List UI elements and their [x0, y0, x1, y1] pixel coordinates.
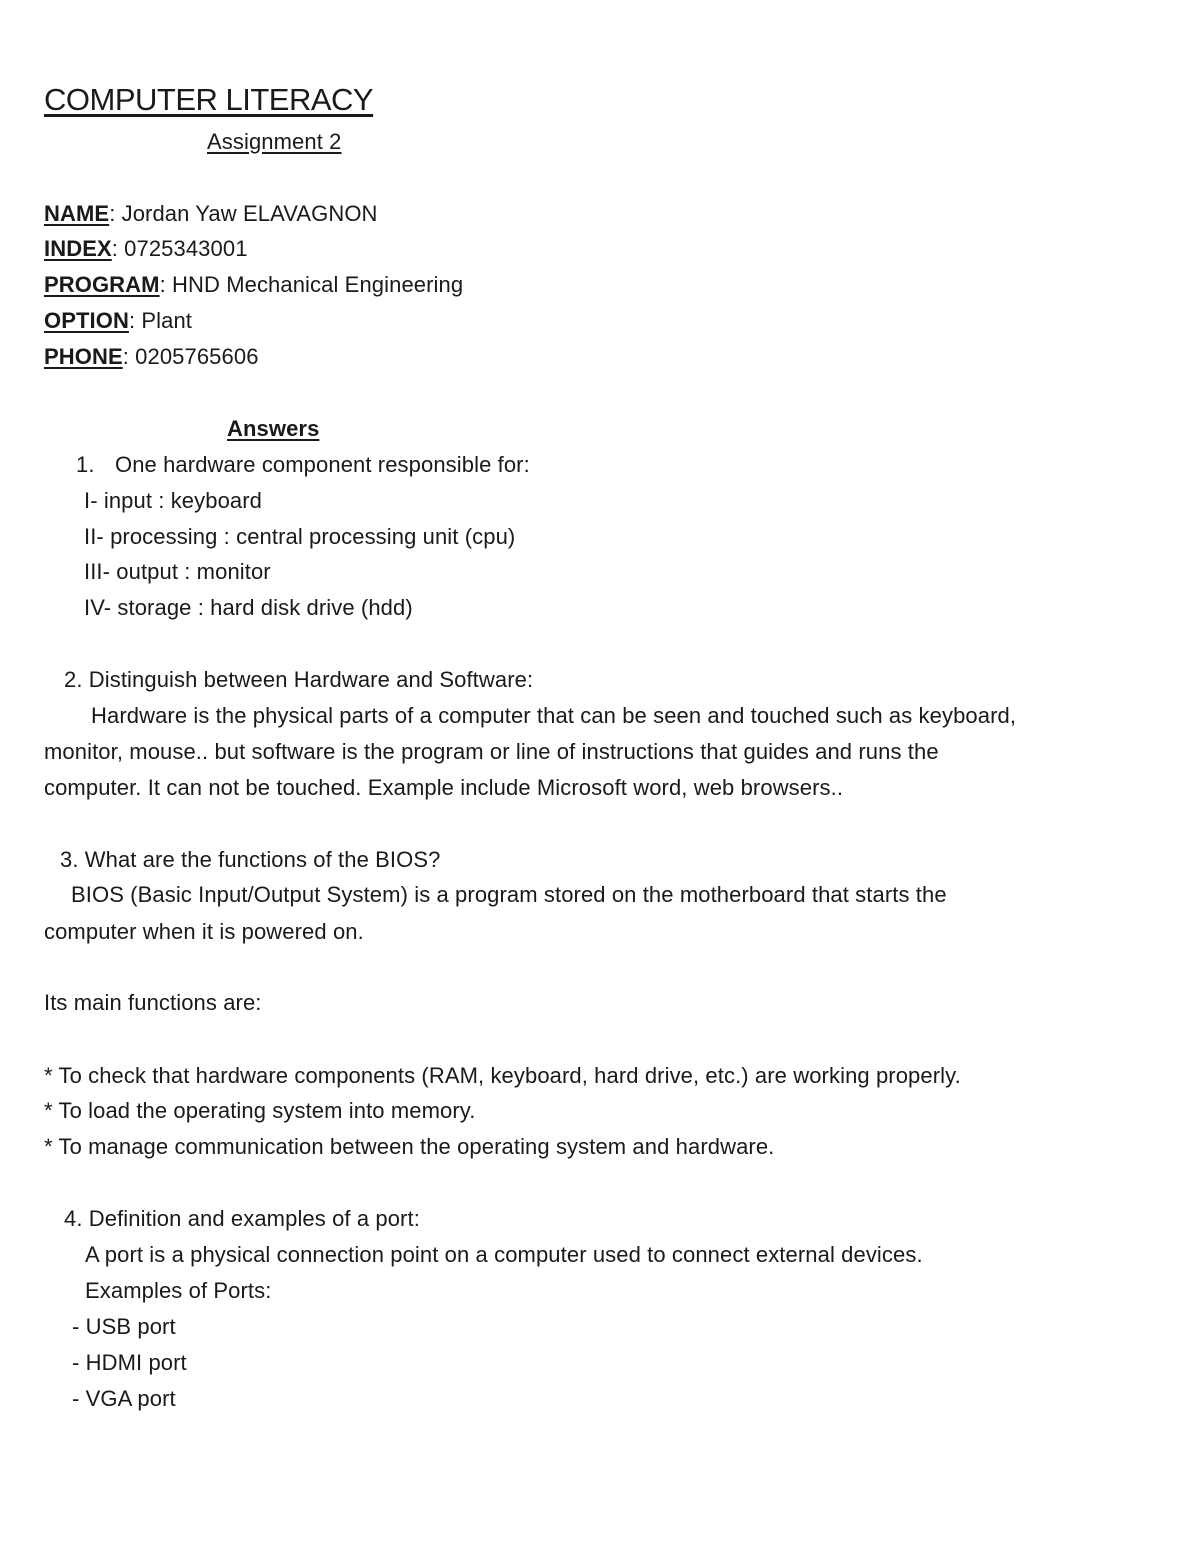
- q3-function-item: * To manage communication between the operating system and hardware.: [44, 1134, 775, 1159]
- option-label: OPTION: [44, 308, 129, 333]
- program-value: : HND Mechanical Engineering: [159, 272, 464, 297]
- q2-paragraph-line: Hardware is the physical parts of a computer that can be seen and touched such as keyboard,: [91, 703, 1017, 728]
- q1-number: 1.: [76, 452, 95, 477]
- index-value: : 0725343001: [111, 236, 248, 261]
- q2-paragraph-line: computer. It can not be touched. Example include Microsoft word, web browsers..: [44, 775, 844, 800]
- program-row: [44, 270, 463, 300]
- document-subtitle: Assignment 2: [207, 129, 342, 154]
- phone-value: : 0205765606: [122, 344, 259, 369]
- q4-examples-label: Examples of Ports:: [85, 1278, 272, 1303]
- phone-row: [44, 342, 259, 372]
- name-row: [44, 199, 378, 229]
- q3-function-item: * To check that hardware components (RAM, keyboard, hard drive, etc.) are working properly.: [44, 1063, 961, 1088]
- q3-paragraph-line: computer when it is powered on.: [44, 919, 364, 944]
- q1-item: III- output : monitor: [84, 559, 271, 584]
- q3-functions-intro: Its main functions are:: [44, 990, 262, 1015]
- q2-paragraph-line: monitor, mouse.. but software is the program or line of instructions that guides and runs the: [44, 739, 939, 764]
- q4-example-item: - VGA port: [72, 1386, 176, 1411]
- option-row: [44, 306, 192, 336]
- q1-item: IV- storage : hard disk drive (hdd): [84, 595, 413, 620]
- q3-paragraph-line: BIOS (Basic Input/Output System) is a program stored on the motherboard that starts the: [71, 882, 947, 907]
- option-value: : Plant: [128, 308, 193, 333]
- q1-item: I- input : keyboard: [84, 488, 262, 513]
- q4-example-item: - HDMI port: [72, 1350, 187, 1375]
- index-label: INDEX: [44, 236, 112, 261]
- phone-label: PHONE: [44, 344, 123, 369]
- q1-item: II- processing : central processing unit (cpu): [84, 524, 516, 549]
- q1-question: One hardware component responsible for:: [115, 452, 530, 477]
- q2-question: 2. Distinguish between Hardware and Software:: [64, 667, 534, 692]
- q4-definition: A port is a physical connection point on a computer used to connect external devices.: [85, 1242, 923, 1267]
- q3-function-item: * To load the operating system into memory.: [44, 1098, 476, 1123]
- name-value: : Jordan Yaw ELAVAGNON: [109, 201, 378, 226]
- q4-question: 4. Definition and examples of a port:: [64, 1206, 420, 1231]
- name-label: NAME: [44, 201, 110, 226]
- index-row: [44, 234, 248, 264]
- answers-heading: Answers: [227, 416, 320, 441]
- document-title: COMPUTER LITERACY: [44, 82, 374, 117]
- q3-question: 3. What are the functions of the BIOS?: [60, 847, 441, 872]
- q4-example-item: - USB port: [72, 1314, 176, 1339]
- program-label: PROGRAM: [44, 272, 160, 297]
